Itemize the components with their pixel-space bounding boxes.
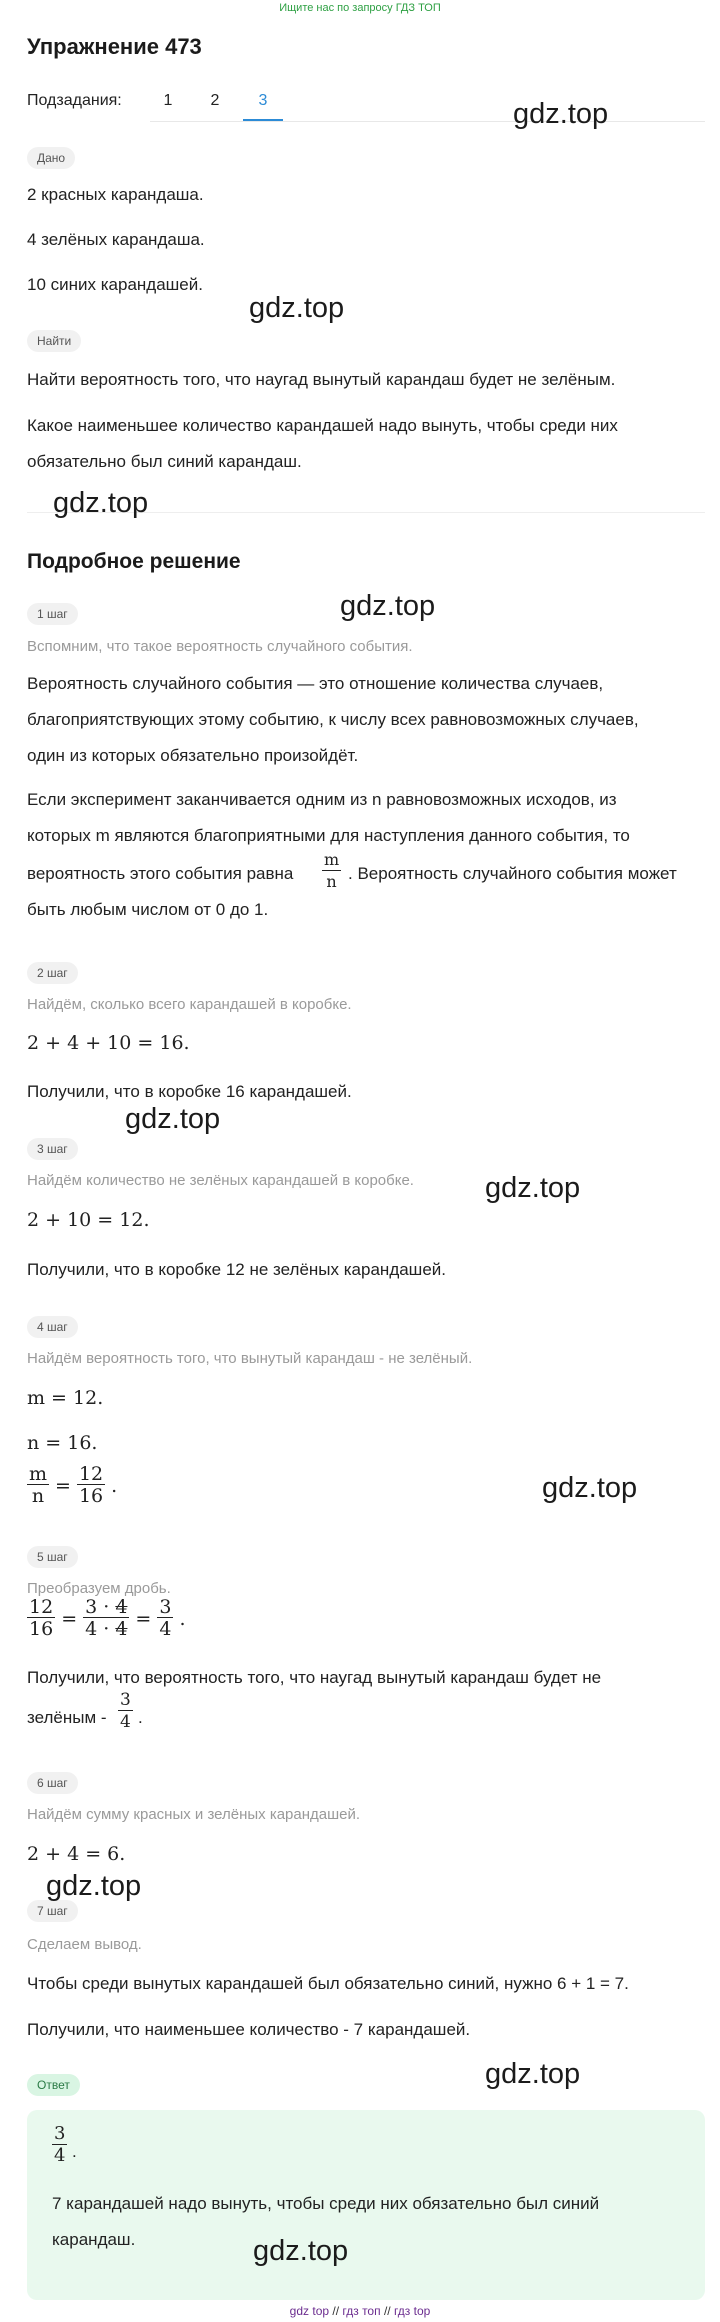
step-conclusion: Чтобы среди вынутых карандашей был обязательно синий, нужно 6 + 1 = 7. (27, 1974, 629, 1993)
given-line: 10 синих карандашей. (27, 275, 203, 294)
step-hint: Вспомним, что такое вероятность случайного события. (27, 638, 413, 655)
watermark: gdz.top (253, 2235, 349, 2267)
step-pill: 1 шаг (27, 603, 78, 625)
fraction-m-over-n: $\frac{m}{n}$ (324, 850, 340, 891)
given-pill: Дано (27, 147, 75, 169)
watermark: gdz.top (340, 590, 436, 622)
step-result: Получили, что вероятность того, что наугад вынутый карандаш будет не (27, 1668, 602, 1687)
given-line: 4 зелёных карандаша. (27, 230, 205, 249)
footer-link[interactable]: gdz top (289, 2304, 330, 2318)
watermark: gdz.top (249, 292, 345, 324)
watermark: gdz.top (485, 1172, 581, 1204)
step-text: один из которых обязательно произойдёт. (27, 746, 359, 765)
watermark: gdz.top (513, 98, 609, 130)
step-hint: Найдём количество не зелёных карандашей в коробке. (27, 1172, 414, 1189)
step-formula: 2 + 10 = 12. (27, 1209, 150, 1231)
solution-title: Подробное решение (27, 550, 241, 573)
step-hint: Найдём вероятность того, что вынутый карандаш - не зелёный. (27, 1350, 473, 1367)
tab-subtask-3[interactable]: 3 (258, 92, 268, 109)
step-hint: Найдём сумму красных и зелёных карандашей. (27, 1806, 361, 1823)
tab-subtask-1[interactable]: 1 (163, 92, 173, 109)
given-line: 2 красных карандаша. (27, 185, 204, 204)
step-pill: 3 шаг (27, 1138, 78, 1160)
step-pill: 7 шаг (27, 1900, 78, 1922)
find-line: Найти вероятность того, что наугад вынутый карандаш будет не зелёным. (27, 370, 616, 389)
step-text: Если эксперимент заканчивается одним из n равновозможных исходов, из (27, 790, 617, 809)
step-hint: Преобразуем дробь. (27, 1580, 171, 1597)
answer-text: 7 карандашей надо вынуть, чтобы среди них обязательно был синий (52, 2194, 600, 2213)
tab-subtask-2[interactable]: 2 (210, 92, 220, 109)
watermark: gdz.top (485, 2058, 581, 2090)
watermark: gdz.top (542, 1472, 638, 1504)
subtasks-label: Подзадания: (27, 92, 122, 109)
step-formula: 2 + 4 = 6. (27, 1843, 126, 1865)
step-result: Получили, что в коробке 12 не зелёных карандашей. (27, 1260, 446, 1279)
step-formula: 2 + 4 + 10 = 16. (27, 1032, 190, 1054)
watermark: gdz.top (53, 487, 149, 519)
tabs-baseline (150, 121, 705, 122)
top-banner: Ищите нас по запросу ГДЗ ТОП (279, 2, 441, 14)
step-formula-n: n = 16. (27, 1432, 98, 1454)
step-conclusion: Получили, что наименьшее количество - 7 карандашей. (27, 2020, 471, 2039)
step-hint: Сделаем вывод. (27, 1936, 142, 1953)
step-formula-fraction: $\frac{m}{n}$ = $\frac{12}{16}$ . (29, 1463, 118, 1507)
find-line: обязательно был синий карандаш. (27, 452, 302, 471)
step-hint: Найдём, сколько всего карандашей в коробке. (27, 996, 352, 1013)
answer-text: карандаш. (52, 2230, 136, 2249)
step-result: Получили, что в коробке 16 карандашей. (27, 1082, 352, 1101)
step-text: . Вероятность случайного события может (348, 864, 677, 883)
answer-pill: Ответ (27, 2074, 80, 2096)
step-text: которых m являются благоприятными для наступления данного события, то (27, 826, 630, 845)
step-pill: 5 шаг (27, 1546, 78, 1568)
page-title: Упражнение 473 (27, 34, 202, 59)
active-tab-indicator (243, 119, 283, 121)
step-pill: 2 шаг (27, 962, 78, 984)
step-text: быть любым числом от 0 до 1. (27, 900, 269, 919)
step-formula-m: m = 12. (27, 1387, 104, 1409)
footer-link[interactable]: гдз top (393, 2304, 431, 2318)
footer-links: gdz top // гдз топ // гдз top (289, 2304, 431, 2318)
find-pill: Найти (27, 330, 81, 352)
step-formula-simplify: $\frac{12}{16}$ = $\frac{3 \cdot 4}{4 \cdot 4}$ = $\frac{3}{4}$ . (29, 1596, 186, 1640)
fraction-three-quarters: $\frac{3}{4}$ (120, 1690, 131, 1732)
watermark: gdz.top (125, 1103, 221, 1135)
step-text: Вероятность случайного события — это отношение количества случаев, (27, 674, 604, 693)
step-pill: 6 шаг (27, 1772, 78, 1794)
step-pill: 4 шаг (27, 1316, 78, 1338)
watermark: gdz.top (46, 1870, 142, 1902)
find-line: Какое наименьшее количество карандашей надо вынуть, чтобы среди них (27, 416, 618, 435)
step-result: зелёным - (27, 1708, 107, 1727)
footer-link[interactable]: гдз топ (342, 2304, 381, 2318)
step-text: вероятность этого события равна (27, 864, 294, 883)
answer-fraction: $\frac{3}{4}$ (54, 2123, 66, 2166)
step-text: благоприятствующих этому событию, к числу всех равновозможных случаев, (27, 710, 639, 729)
